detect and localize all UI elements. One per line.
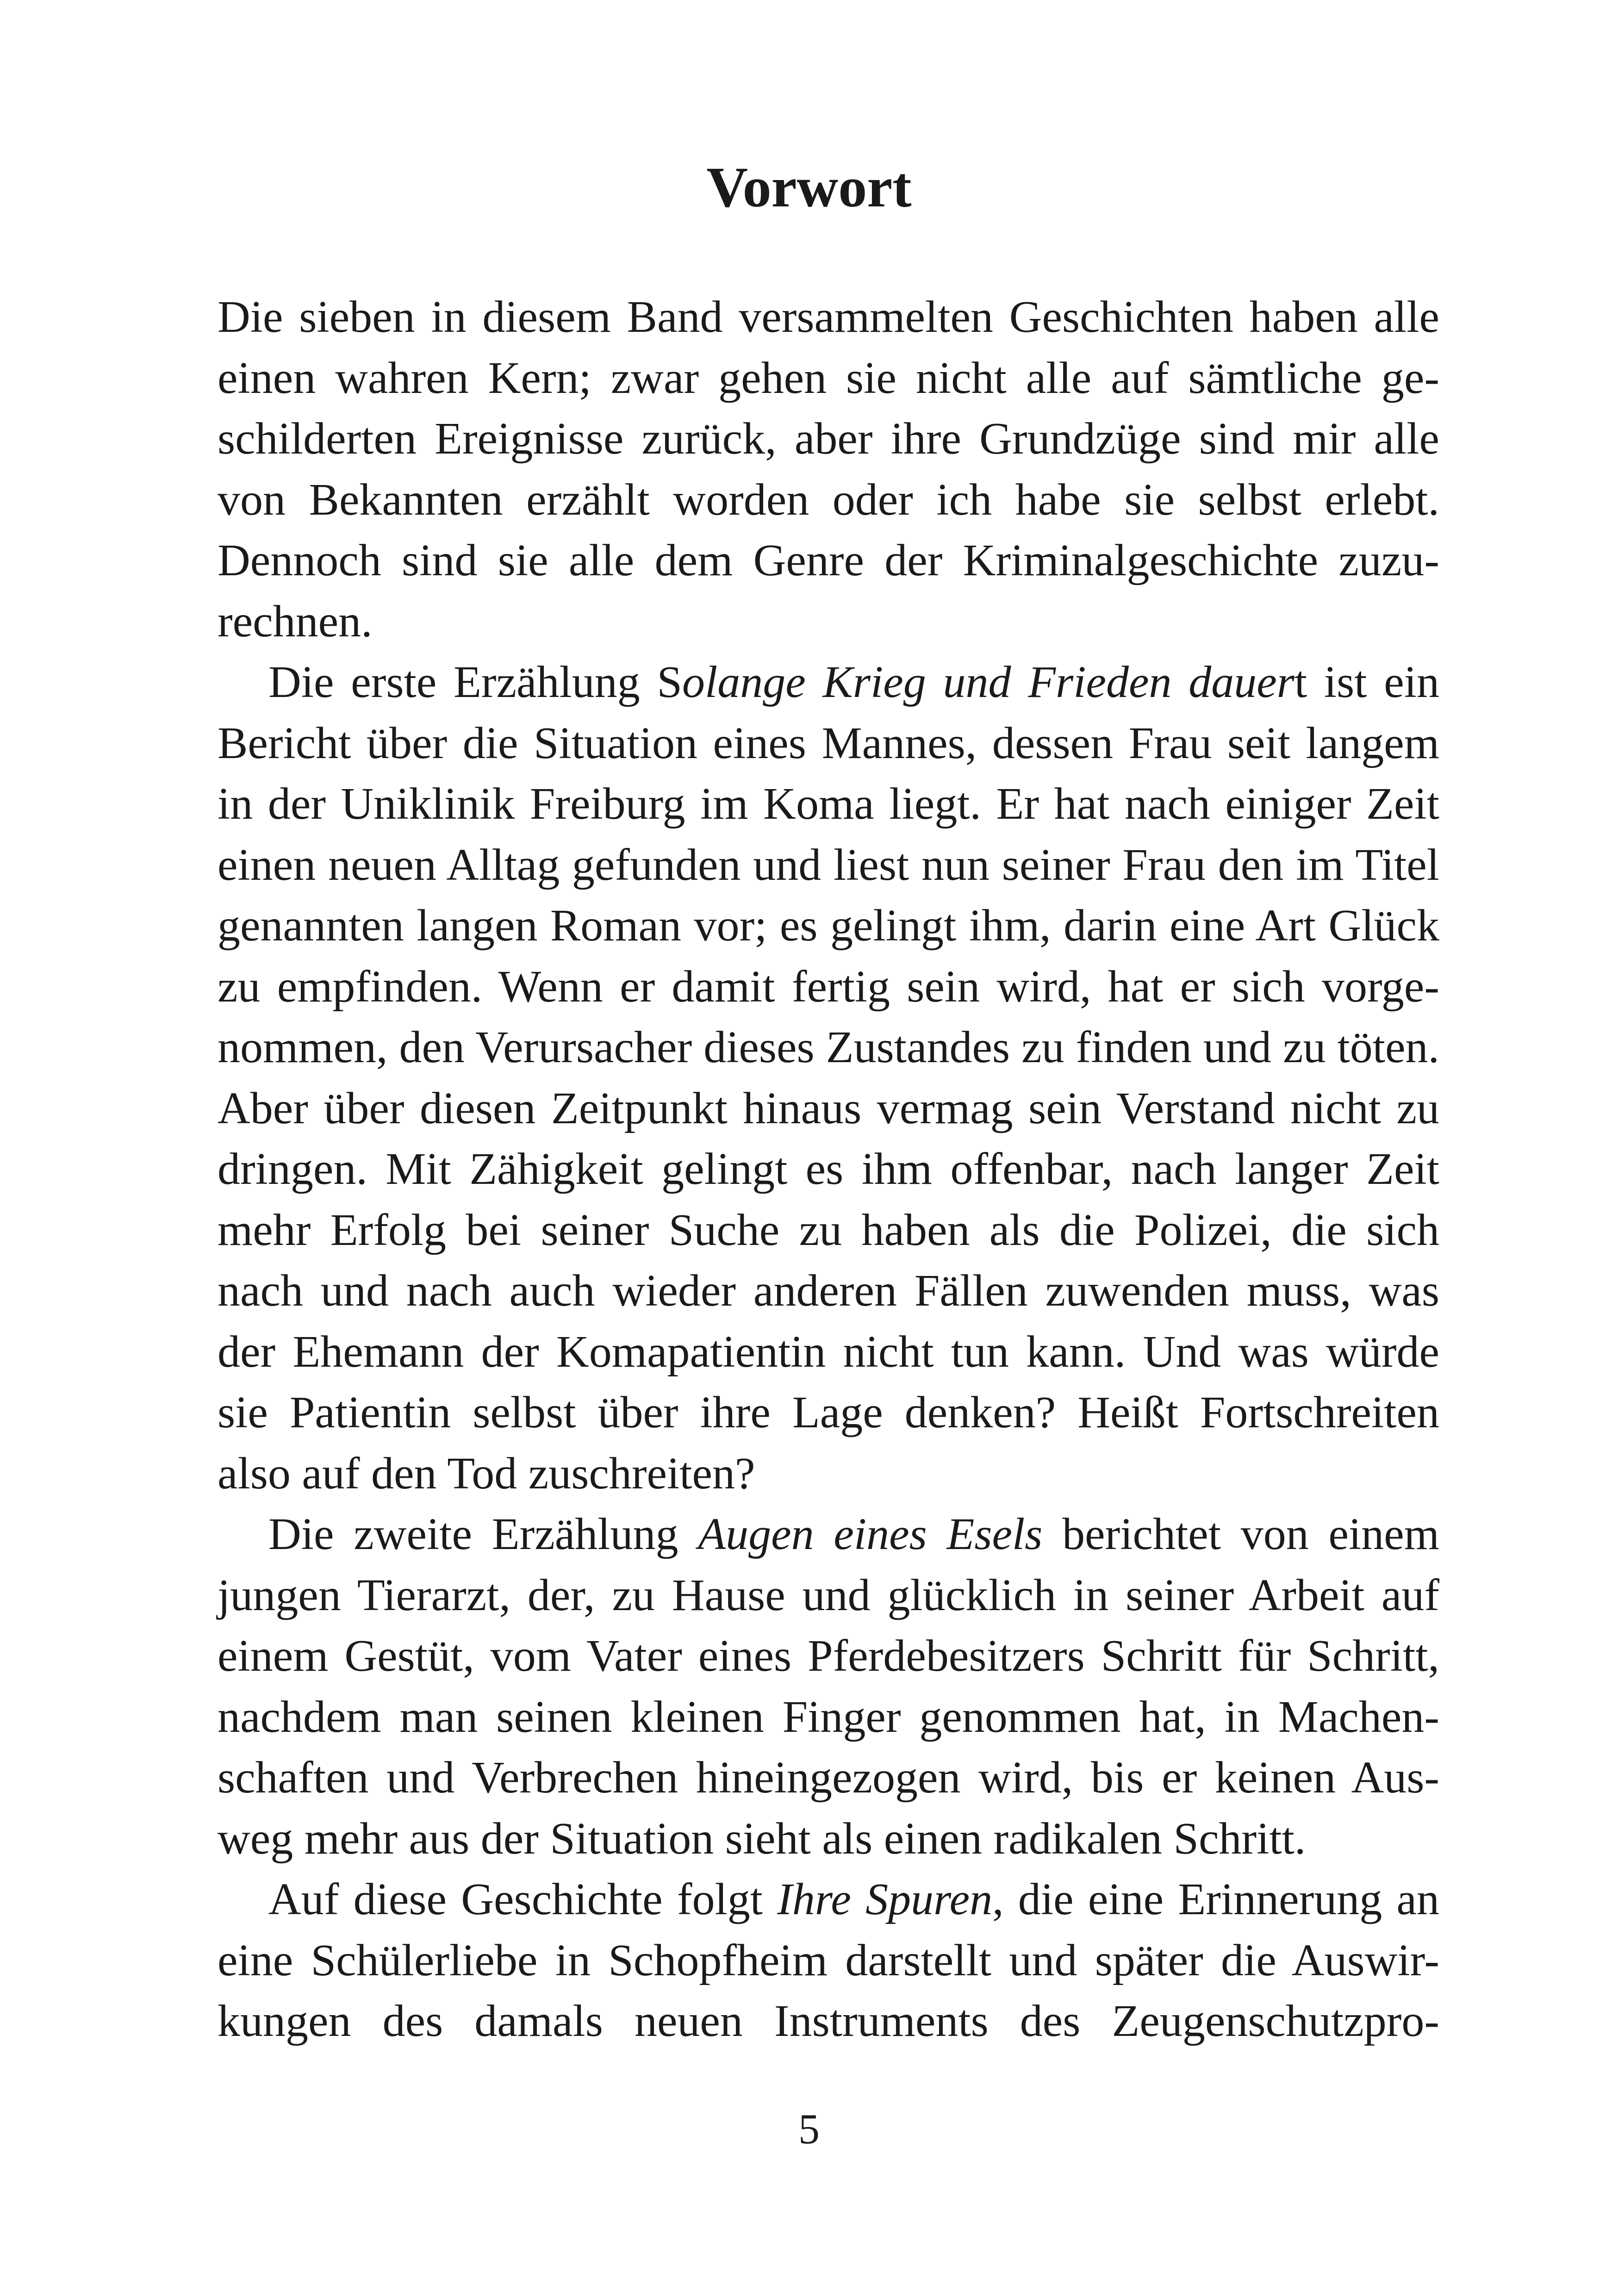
text-line: kungen des damals neuen Instruments des Zeugenschutzpro- <box>218 1996 1439 2046</box>
line-text: Die zweite Erzählung <box>268 1509 698 1559</box>
text-line: genannten langen Roman vor; es gelingt ihm, darin eine Art Glück <box>218 901 1439 951</box>
text-line: Bericht über die Situation eines Mannes, dessen Frau seit langem <box>218 718 1439 768</box>
text-line: weg mehr aus der Situation sieht als einen radikalen Schritt. <box>218 1813 1306 1864</box>
story-title-italic: olange Krieg und Frieden dauer <box>682 657 1294 707</box>
story-title-italic: Ihre Spuren <box>777 1874 993 1924</box>
line-text: t ist ein <box>1294 657 1440 707</box>
text-line: Die sieben in diesem Band versammelten Geschichten haben alle <box>218 292 1439 342</box>
text-line: nachdem man seinen kleinen Finger genommen hat, in Machen- <box>218 1692 1439 1742</box>
preface-text <box>218 287 1439 2052</box>
text-line: schilderten Ereignisse zurück, aber ihre Grundzüge sind mir alle <box>218 414 1439 464</box>
text-line: nach und nach auch wieder anderen Fällen zuwenden muss, was <box>218 1266 1439 1316</box>
text-line <box>218 1869 1439 1930</box>
text-line: der Ehemann der Komapatientin nicht tun kann. Und was würde <box>218 1326 1439 1377</box>
text-line: eine Schülerliebe in Schopfheim darstellt und später die Auswir- <box>218 1935 1439 1985</box>
line-text: Auf diese Geschichte folgt <box>268 1874 778 1924</box>
text-line <box>218 652 1439 713</box>
text-line: jungen Tierarzt, der, zu Hause und glücklich in seiner Arbeit auf <box>218 1570 1439 1620</box>
text-line <box>218 1504 1439 1565</box>
text-line: Aber über diesen Zeitpunkt hinaus vermag sein Verstand nicht zu <box>218 1083 1439 1133</box>
text-line: rechnen. <box>218 596 373 647</box>
page-number: 5 <box>798 2105 820 2153</box>
text-line: also auf den Tod zuschreiten? <box>218 1448 755 1499</box>
line-text: berichtet von einem <box>1042 1509 1439 1559</box>
text-line: schaften und Verbrechen hineingezogen wird, bis er keinen Aus- <box>218 1753 1439 1803</box>
text-line: zu empfinden. Wenn er damit fertig sein wird, hat er sich vorge- <box>218 961 1439 1012</box>
text-line: Dennoch sind sie alle dem Genre der Kriminalgeschichte zuzu- <box>218 535 1439 585</box>
text-line: sie Patientin selbst über ihre Lage denken? Heißt Fortschreiten <box>218 1388 1439 1437</box>
page-title: Vorwort <box>706 156 912 219</box>
story-title-italic: Augen eines Esels <box>698 1509 1043 1559</box>
text-line: nommen, den Verursacher dieses Zustandes zu finden und zu töten. <box>218 1022 1439 1072</box>
text-line: einen wahren Kern; zwar gehen sie nicht alle auf sämtliche ge- <box>218 353 1439 403</box>
text-line: einem Gestüt, vom Vater eines Pferdebesitzers Schritt für Schritt, <box>218 1631 1439 1681</box>
text-line: mehr Erfolg bei seiner Suche zu haben als die Polizei, die sich <box>218 1205 1439 1255</box>
text-line: von Bekannten erzählt worden oder ich habe sie selbst erlebt. <box>218 474 1439 525</box>
text-line: dringen. Mit Zähigkeit gelingt es ihm offenbar, nach langer Zeit <box>218 1144 1439 1194</box>
text-line: in der Uniklinik Freiburg im Koma liegt. Er hat nach einiger Zeit <box>218 779 1439 829</box>
text-line: einen neuen Alltag gefunden und liest nun seiner Frau den im Titel <box>218 840 1439 890</box>
line-text: , die eine Erinnerung an <box>992 1874 1439 1924</box>
line-text: Die erste Erzählung S <box>268 657 683 707</box>
